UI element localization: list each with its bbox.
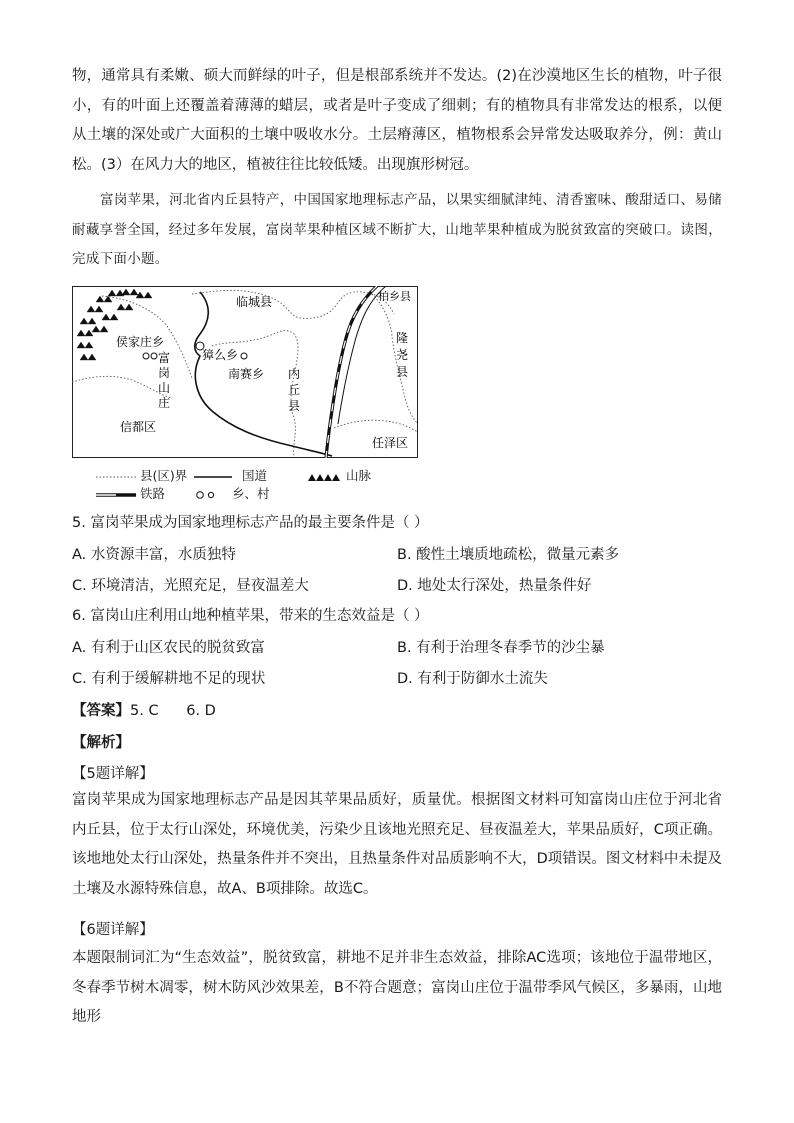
q6-option-c[interactable]: C. 有利于缓解耕地不足的现状 — [72, 671, 266, 687]
label-neiqiu-1: 内 — [288, 367, 301, 381]
q6-stem: 6. 富岗山庄利用山地种植苹果，带来的生态效益是（ ） — [72, 608, 429, 624]
label-fugang-1: 富 — [158, 351, 171, 365]
map-legend — [72, 464, 418, 504]
mountain-icon — [306, 471, 342, 483]
label-fugang-3: 山 — [158, 381, 171, 395]
answer-line — [72, 701, 216, 721]
legend-town-village: 乡、村 — [194, 484, 270, 502]
label-longyao-3: 县 — [396, 365, 409, 379]
answer-label: 【答案】 — [72, 703, 130, 719]
q5-detail-label: 【5题详解】 — [72, 766, 154, 782]
settlement-icon — [194, 490, 220, 500]
label-neiqiu-2: 丘 — [288, 383, 301, 397]
label-zhangmexiang: 獐么乡 — [202, 348, 239, 362]
label-houjiazhuang: 侯家庄乡 — [116, 335, 165, 349]
analysis-label: 【解析】 — [72, 735, 130, 751]
q6-option-b[interactable]: B. 有利于治理冬春季节的沙尘暴 — [397, 640, 605, 656]
legend-railway: 铁路 — [139, 486, 165, 501]
q6-option-a[interactable]: A. 有利于山区农民的脱贫致富 — [72, 640, 265, 656]
map-svg — [72, 286, 418, 458]
label-longyao-2: 尧 — [396, 348, 409, 362]
label-fugang-2: 岗 — [158, 366, 171, 380]
answer-value: 5. C 6. D — [130, 703, 216, 719]
legend-national-road: 国道 — [241, 468, 267, 483]
label-xindu: 信都区 — [120, 420, 157, 434]
q6-detail-text: 本题限制词汇为“生态效益”，脱贫致富，耕地不足并非生态效益，排除AC选项；该地位于温带地区，冬春季节树木凋零，树木防风沙效果差，B不符合题意；富岗山庄位于温带季风气候区，多暴雨，山地地形 — [72, 950, 722, 1026]
label-fugang-4: 庄 — [158, 396, 171, 410]
q5-detail-text: 富岗苹果成为国家地理标志产品是因其苹果品质好，质量优。根据图文材料可知富岗山庄位于河北省内丘县，位于太行山深处，环境优美，污染少且该地光照充足、昼夜温差大，苹果品质好，C项正确。该地地处太行山深处，热量条件并不突出，且热量条件对品质影响不大，D项错误。图文材料中未提及土壤及水源特殊信息，故A、B项排除。故选C。 — [72, 792, 722, 897]
q5-option-d[interactable]: D. 地处太行深处，热量条件好 — [397, 578, 592, 594]
map-figure — [72, 286, 418, 458]
label-baixiangxian: 柏乡县 — [378, 290, 411, 303]
label-longyao-1: 隆 — [396, 331, 409, 345]
q5-option-a[interactable]: A. 水资源丰富，水质独特 — [72, 547, 236, 563]
q5-option-b[interactable]: B. 酸性土壤质地疏松，微量元素多 — [397, 547, 620, 563]
material-paragraph: 富岗苹果，河北省内丘县特产，中国国家地理标志产品，以果实细腻津纯、清香蜜味、酸甜适口、易储耐藏享誉全国，经过多年发展，富岗苹果种植区域不断扩大，山地苹果种植成为脱贫致富的突破口。读图，完成下面小题。 — [72, 192, 722, 268]
label-nansaixiang: 南赛乡 — [228, 367, 265, 381]
q5-option-c[interactable]: C. 环境清洁，光照充足，昼夜温差大 — [72, 578, 309, 594]
label-renze: 任泽区 — [372, 436, 409, 450]
q5-stem: 5. 富岗苹果成为国家地理标志产品的最主要条件是（ ） — [72, 515, 429, 531]
label-neiqiu-3: 县 — [288, 399, 301, 413]
legend-mountain: 山脉 — [306, 466, 371, 484]
label-linchengxian: 临城县 — [236, 295, 273, 309]
intro-paragraph: 物，通常具有柔嫩、硕大而鲜绿的叶子，但是根部系统并不发达。(2)在沙漠地区生长的植物，叶子很小，有的叶面上还覆盖着薄薄的蜡层，或者是叶子变成了细刺；有的植物具有非常发达的根系，以便从土壤的深处或广大面积的土壤中吸收水分。土层瘠薄区，植物根系会异常发达吸取养分，例：黄山松。(3）在风力大的地区，植被往往比较低矮。出现旗形树冠。 — [72, 68, 722, 173]
q6-detail-label: 【6题详解】 — [72, 922, 154, 938]
q6-option-d[interactable]: D. 有利于防御水土流失 — [397, 671, 548, 687]
legend-county-boundary: 县(区)界 — [139, 468, 188, 483]
